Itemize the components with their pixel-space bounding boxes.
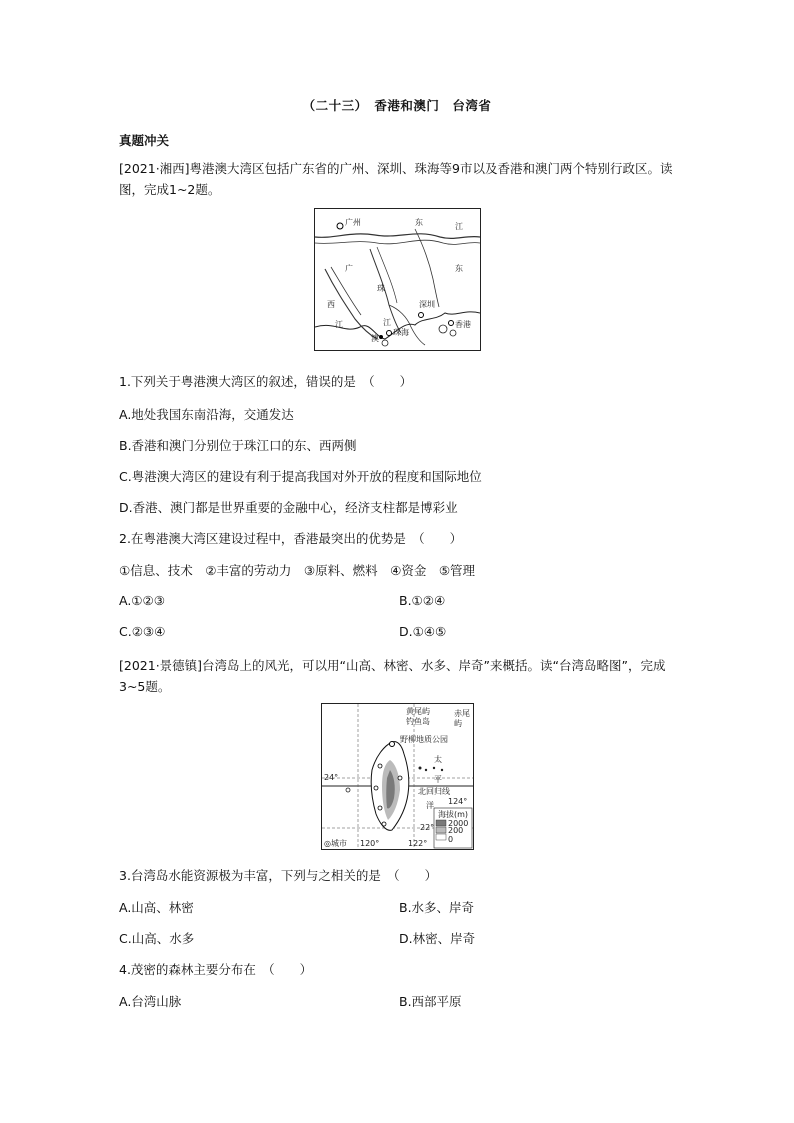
label-chiwei: 赤尾 <box>454 709 470 718</box>
label-jiang2: 江 <box>383 318 391 327</box>
bay-area-map <box>314 208 481 351</box>
label-yang: 洋 <box>426 801 434 810</box>
label-chiwei2: 屿 <box>454 719 462 728</box>
label-lat22: 22° <box>420 823 435 832</box>
q4-option-a[interactable]: A.台湾山脉 <box>119 994 182 1009</box>
label-city: ◎城市 <box>324 839 347 848</box>
legend-2000: 2000 <box>448 819 469 828</box>
label-dong: 东 <box>415 218 423 227</box>
label-hk: 香港 <box>455 320 471 329</box>
label-xi: 西 <box>327 300 335 309</box>
q1-option-d[interactable]: D.香港、澳门都是世界重要的金融中心，经济支柱都是博彩业 <box>119 500 458 515</box>
legend-0: 0 <box>448 835 454 844</box>
q1-stem: 1.下列关于粤港澳大湾区的叙述，错误的是 （ ） <box>119 374 413 389</box>
q3-option-a[interactable]: A.山高、林密 <box>119 900 194 915</box>
q1-option-c[interactable]: C.粤港澳大湾区的建设有利于提高我国对外开放的程度和国际地位 <box>119 469 482 484</box>
intro-paragraph-1: [2021·湘西]粤港澳大湾区包括广东省的广州、深圳、珠海等9市以及香港和澳门两个特别行政区。读图，完成1~2题。 <box>119 161 673 197</box>
legend-title: 海拔(m) <box>438 810 469 819</box>
label-guang: 广 <box>345 264 353 273</box>
label-dong2: 东 <box>455 264 463 273</box>
q1-option-a[interactable]: A.地处我国东南沿海，交通发达 <box>119 407 294 422</box>
q2-items: ①信息、技术 ②丰富的劳动力 ③原料、燃料 ④资金 ⑤管理 <box>119 563 476 578</box>
page-title: （二十三） 香港和澳门 台湾省 <box>302 98 492 113</box>
q3-option-b[interactable]: B.水多、岸奇 <box>399 900 475 915</box>
label-zhuhai: 珠海 <box>393 328 409 337</box>
q1-option-b[interactable]: B.香港和澳门分别位于珠江口的东、西两侧 <box>119 438 357 453</box>
q2-option-d[interactable]: D.①④⑤ <box>399 624 447 639</box>
label-yeliu: 野柳地质公园 <box>400 735 448 744</box>
label-lat24: 24° <box>324 773 339 782</box>
label-diaoyu: 黄尾屿 <box>406 707 430 716</box>
q2-stem: 2.在粤港澳大湾区建设过程中，香港最突出的优势是 （ ） <box>119 531 463 546</box>
label-jiang3: 江 <box>335 320 343 329</box>
q2-option-b[interactable]: B.①②④ <box>399 593 446 608</box>
q3-option-c[interactable]: C.山高、水多 <box>119 931 195 946</box>
label-shenzhen: 深圳 <box>419 300 435 309</box>
q3-option-d[interactable]: D.林密、岸奇 <box>399 931 476 946</box>
q3-stem: 3.台湾岛水能资源极为丰富，下列与之相关的是 （ ） <box>119 868 438 883</box>
taiwan-map <box>321 703 474 850</box>
q2-option-a[interactable]: A.①②③ <box>119 593 165 608</box>
label-tropic: 北回归线 <box>418 787 450 796</box>
q4-option-b[interactable]: B.西部平原 <box>399 994 462 1009</box>
label-ao: 澳 <box>371 334 379 343</box>
label-lon122: 122° <box>408 839 428 848</box>
label-zhu: 珠 <box>377 284 385 293</box>
label-ping: 平 <box>434 775 442 784</box>
intro-paragraph-2: [2021·景德镇]台湾岛上的风光，可以用“山高、林密、水多、岸奇”来概括。读“台湾岛略图”，完成3~5题。 <box>119 658 666 694</box>
label-lon120: 120° <box>360 839 380 848</box>
legend-200: 200 <box>448 826 464 835</box>
label-diaoyu2: 钓鱼岛 <box>406 717 430 726</box>
label-jiang1: 江 <box>455 222 463 231</box>
label-tai: 太 <box>434 755 442 764</box>
q2-option-c[interactable]: C.②③④ <box>119 624 166 639</box>
q4-stem: 4.茂密的森林主要分布在 （ ） <box>119 962 313 977</box>
label-lon124: 124° <box>448 797 468 806</box>
section-heading: 真题冲关 <box>119 133 170 148</box>
label-guangzhou: 广州 <box>345 218 361 227</box>
